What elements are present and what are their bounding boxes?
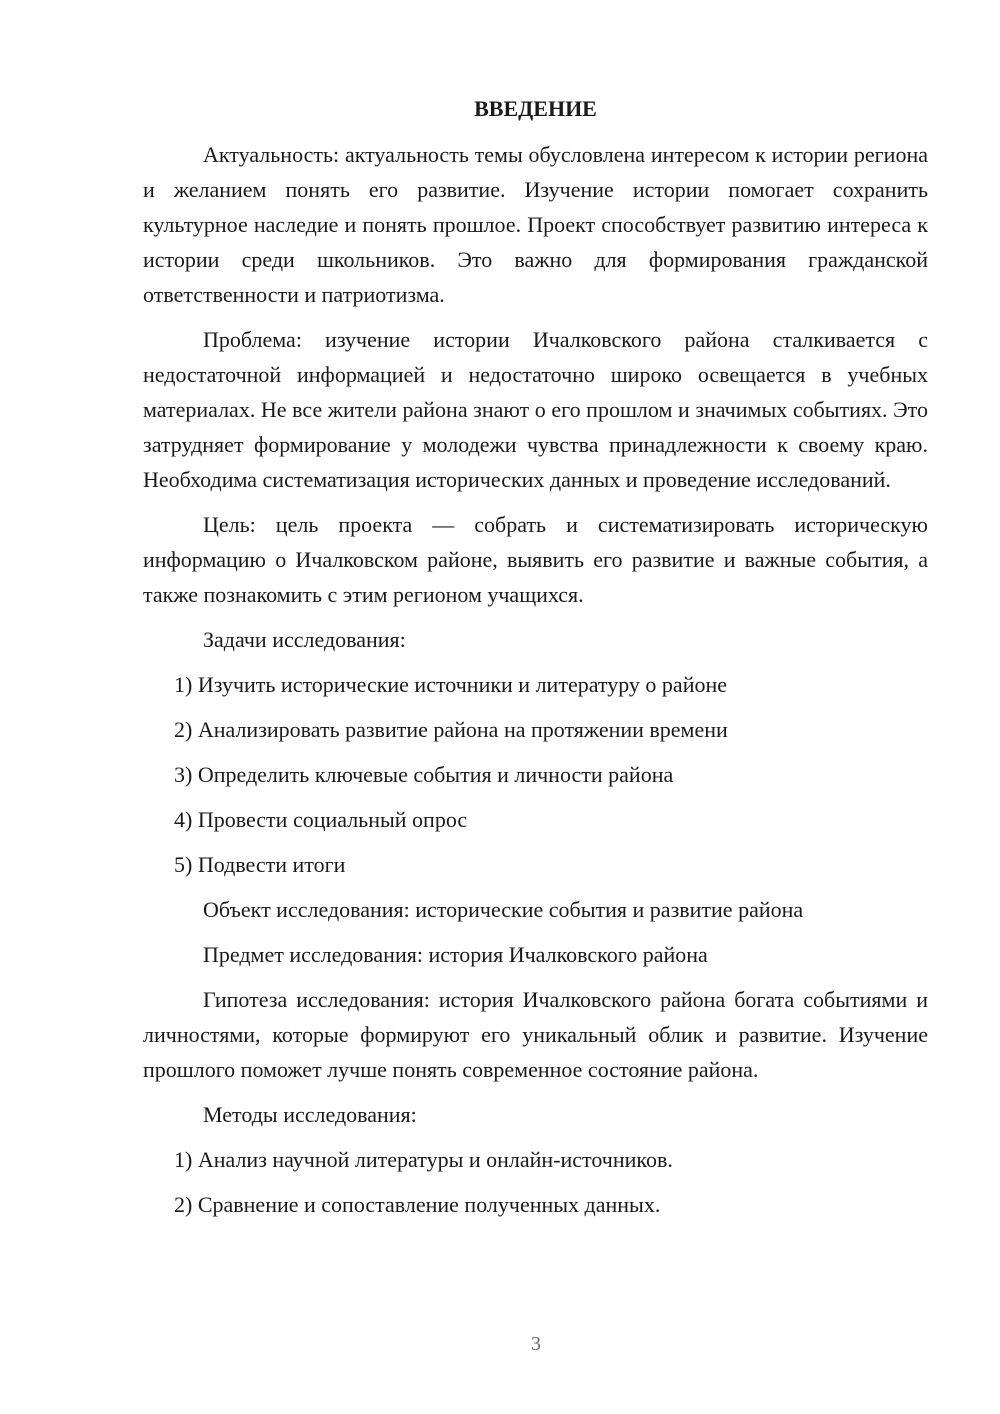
method-item-1: 1) Анализ научной литературы и онлайн-источников. bbox=[174, 1147, 673, 1172]
section-title: ВВЕДЕНИЕ bbox=[474, 96, 597, 121]
research-subject: Предмет исследования: история Ичалковского района bbox=[203, 942, 708, 967]
method-item-2: 2) Сравнение и сопоставление полученных данных. bbox=[174, 1192, 661, 1217]
methods-heading: Методы исследования: bbox=[203, 1102, 417, 1127]
page-number: 3 bbox=[531, 1333, 541, 1355]
goal-paragraph: Цель: цель проекта — собрать и систематизировать историческую информацию о Ичалковском районе, выявить его развитие и важные события, а также познакомить с этим регионом учащихся. bbox=[143, 512, 928, 607]
tasks-heading: Задачи исследования: bbox=[203, 627, 406, 652]
research-object: Объект исследования: исторические события и развитие района bbox=[203, 897, 804, 922]
relevance-paragraph: Актуальность: актуальность темы обусловлена интересом к истории региона и желанием понять его развитие. Изучение истории помогает сохранить культурное наследие и понять прошлое. Проект способствует развитию интереса к истории среди школьников. Это важно для формирования гражданской ответственности и патриотизма. bbox=[143, 142, 928, 307]
hypothesis-paragraph: Гипотеза исследования: история Ичалковского района богата событиями и личностями, которые формируют его уникальный облик и развитие. Изучение прошлого поможет лучше понять современное состояние района. bbox=[143, 987, 928, 1082]
task-item-4: 4) Провести социальный опрос bbox=[174, 807, 468, 832]
task-item-5: 5) Подвести итоги bbox=[174, 852, 346, 877]
task-item-2: 2) Анализировать развитие района на протяжении времени bbox=[174, 717, 728, 742]
task-item-1: 1) Изучить исторические источники и литературу о районе bbox=[174, 672, 728, 697]
problem-paragraph: Проблема: изучение истории Ичалковского района сталкивается с недостаточной информацией и недостаточно широко освещается в учебных материалах. Не все жители района знают о его прошлом и значимых событиях. Это затрудняет формирование у молодежи чувства принадлежности к своему краю. Необходима систематизация исторических данных и проведение исследований. bbox=[143, 327, 928, 492]
task-item-3: 3) Определить ключевые события и личности района bbox=[174, 762, 674, 787]
page-content bbox=[143, 91, 928, 1232]
